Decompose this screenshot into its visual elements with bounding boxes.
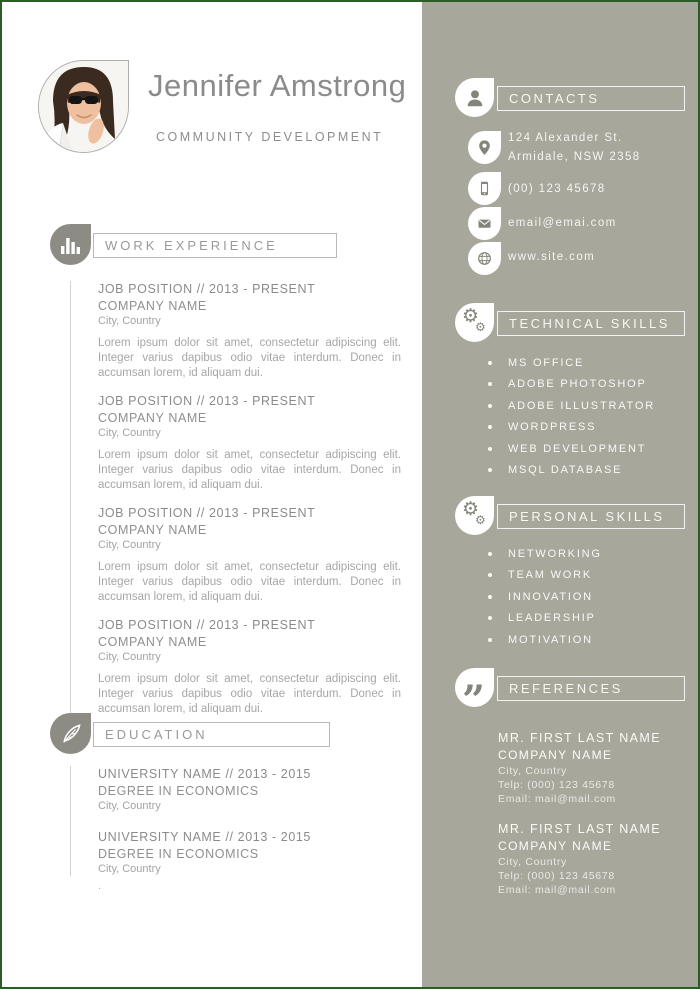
gears-icon: ⚙ ⚙ <box>462 499 486 527</box>
job-description: Lorem ipsum dolor sit amet, consectetur adipiscing elit. Integer varius dapibus odio vitae interdum. Donec in accumsan lorem, id aliquam dui. <box>98 561 401 603</box>
person-name: Jennifer Amstrong <box>148 68 407 103</box>
degree: DEGREE IN ECONOMICS <box>98 784 259 798</box>
reference-phone: Telp: (000) 123 45678 <box>498 870 615 882</box>
skill-item <box>488 464 655 477</box>
job-description: Lorem ipsum dolor sit amet, consectetur adipiscing elit. Integer varius dapibus odio vitae interdum. Donec in accumsan lorem, id aliquam dui. <box>98 337 401 379</box>
profile-photo-illustration <box>39 61 128 152</box>
job-location: City, Country <box>98 651 161 663</box>
job-company: COMPANY NAME <box>98 523 207 537</box>
reference-phone: Telp: (000) 123 45678 <box>498 779 615 791</box>
education-entry <box>98 829 401 876</box>
contact-website: www.site.com <box>508 251 596 263</box>
bullet-icon <box>488 616 492 620</box>
education-entries <box>70 766 401 876</box>
address-line-2: Armidale, NSW 2358 <box>508 151 641 163</box>
globe-icon <box>476 250 493 267</box>
personal-skills-section-icon <box>455 496 494 535</box>
quill-icon <box>59 722 83 746</box>
bar-chart-icon <box>59 234 83 256</box>
skill-item <box>488 547 602 560</box>
skill-item <box>488 421 655 434</box>
skill-item <box>488 356 655 369</box>
job-location: City, Country <box>98 315 161 327</box>
website-item-icon <box>468 242 501 275</box>
references-heading: REFERENCES <box>497 676 685 701</box>
job-description: Lorem ipsum dolor sit amet, consectetur adipiscing elit. Integer varius dapibus odio vitae interdum. Donec in accumsan lorem, id aliquam dui. <box>98 673 401 715</box>
job-title: JOB POSITION // 2013 - PRESENT <box>98 282 316 296</box>
reference-company: COMPANY NAME <box>498 748 613 762</box>
person-icon <box>464 87 486 109</box>
university-name: UNIVERSITY NAME // 2013 - 2015 <box>98 830 311 844</box>
university-name: UNIVERSITY NAME // 2013 - 2015 <box>98 767 311 781</box>
skill-label: MOTIVATION <box>508 633 593 646</box>
work-experience-entries <box>70 281 401 717</box>
skill-label: WEB DEVELOPMENT <box>508 442 647 455</box>
job-entry <box>98 505 401 605</box>
education-location: City, Country <box>98 800 161 812</box>
job-entry <box>98 281 401 381</box>
reference-location: City, Country <box>498 856 568 868</box>
contact-address <box>508 129 641 167</box>
reference-location: City, Country <box>498 765 568 777</box>
skill-label: LEADERSHIP <box>508 612 596 624</box>
reference-entry <box>498 821 661 897</box>
skill-item <box>488 569 602 582</box>
education-heading: EDUCATION <box>93 722 330 747</box>
phone-item-icon <box>468 172 501 205</box>
reference-entry <box>498 730 661 806</box>
skill-item <box>488 442 655 455</box>
reference-name: MR. FIRST LAST NAME <box>498 731 661 745</box>
education-entry <box>98 766 401 813</box>
degree: DEGREE IN ECONOMICS <box>98 847 259 861</box>
technical-skills-list <box>488 356 655 485</box>
skill-item <box>488 590 602 603</box>
skill-label: TEAM WORK <box>508 569 593 581</box>
work-experience-section-icon <box>50 224 91 265</box>
bullet-icon <box>488 468 492 472</box>
job-company: COMPANY NAME <box>98 411 207 425</box>
work-experience-heading: WORK EXPERIENCE <box>93 233 337 258</box>
bullet-icon <box>488 361 492 365</box>
reference-email: Email: mail@mail.com <box>498 793 617 805</box>
technical-skills-section-icon <box>455 303 494 342</box>
technical-skills-heading: TECHNICAL SKILLS <box>497 311 685 336</box>
job-description: Lorem ipsum dolor sit amet, consectetur adipiscing elit. Integer varius dapibus odio vitae interdum. Donec in accumsan lorem, id aliquam dui. <box>98 449 401 491</box>
reference-email: Email: mail@mail.com <box>498 884 617 896</box>
job-location: City, Country <box>98 427 161 439</box>
education-location: City, Country <box>98 863 161 875</box>
smartphone-icon <box>476 180 493 197</box>
skill-label: WORDPRESS <box>508 421 597 433</box>
bullet-icon <box>488 638 492 642</box>
job-entry <box>98 617 401 717</box>
bullet-icon <box>488 425 492 429</box>
profile-photo <box>38 60 129 153</box>
trailing-period: . <box>98 880 102 892</box>
skill-label: MSQL DATABASE <box>508 464 623 476</box>
education-section-icon <box>50 713 91 754</box>
contacts-heading: CONTACTS <box>497 86 685 111</box>
address-item-icon <box>468 131 501 164</box>
bullet-icon <box>488 573 492 577</box>
skill-item <box>488 399 655 412</box>
job-entry <box>98 393 401 493</box>
bullet-icon <box>488 382 492 386</box>
address-line-1: 124 Alexander St. <box>508 132 623 144</box>
job-title: JOB POSITION // 2013 - PRESENT <box>98 506 316 520</box>
skill-item <box>488 612 602 625</box>
skill-label: INNOVATION <box>508 590 593 603</box>
reference-name: MR. FIRST LAST NAME <box>498 822 661 836</box>
job-company: COMPANY NAME <box>98 635 207 649</box>
skill-label: ADOBE ILLUSTRATOR <box>508 399 655 412</box>
job-company: COMPANY NAME <box>98 299 207 313</box>
job-title: JOB POSITION // 2013 - PRESENT <box>98 394 316 408</box>
location-pin-icon <box>476 139 493 156</box>
bullet-icon <box>488 552 492 556</box>
personal-skills-heading: PERSONAL SKILLS <box>497 504 685 529</box>
reference-company: COMPANY NAME <box>498 839 613 853</box>
bullet-icon <box>488 404 492 408</box>
skill-label: NETWORKING <box>508 547 602 560</box>
contact-email: email@emai.com <box>508 217 617 229</box>
skill-label: ADOBE PHOTOSHOP <box>508 378 647 390</box>
gears-icon: ⚙ ⚙ <box>462 306 486 334</box>
skill-label: MS OFFICE <box>508 356 585 369</box>
personal-skills-list <box>488 547 602 655</box>
email-item-icon <box>468 207 501 240</box>
person-job-title: COMMUNITY DEVELOPMENT <box>156 130 384 144</box>
bullet-icon <box>488 447 492 451</box>
bullet-icon <box>488 595 492 599</box>
sidebar <box>422 2 698 987</box>
contact-phone: (00) 123 45678 <box>508 183 606 195</box>
references-section-icon: ” <box>455 668 494 707</box>
skill-item <box>488 378 655 391</box>
contacts-section-icon <box>455 78 494 117</box>
skill-item <box>488 633 602 646</box>
job-title: JOB POSITION // 2013 - PRESENT <box>98 618 316 632</box>
envelope-icon <box>476 215 493 232</box>
job-location: City, Country <box>98 539 161 551</box>
